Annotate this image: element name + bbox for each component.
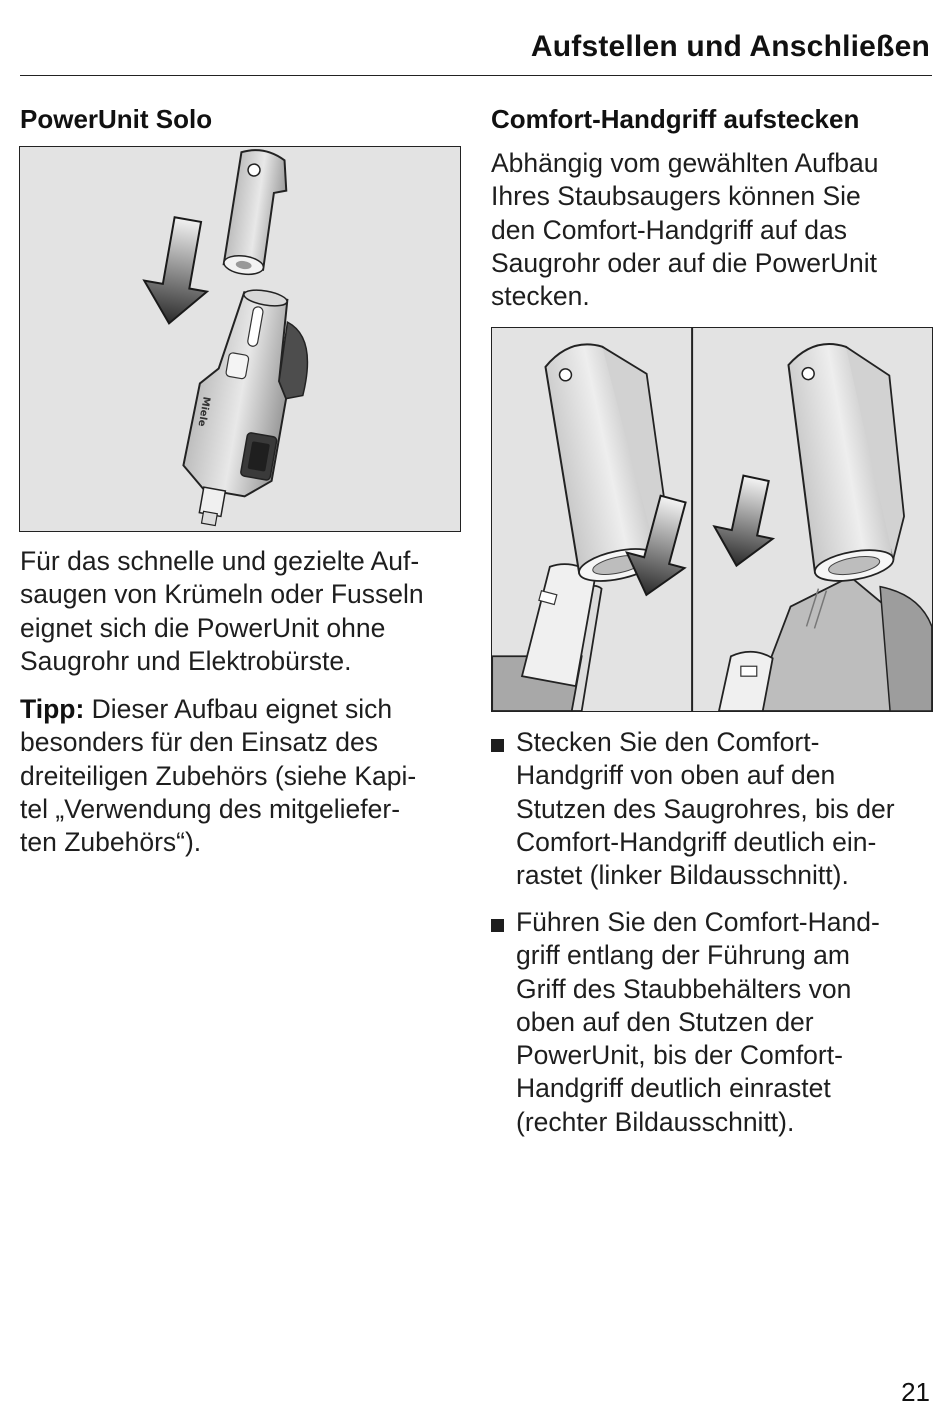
comfort-handgriff-illustration bbox=[491, 327, 933, 712]
text-line: ten Zubehörs“). bbox=[20, 827, 202, 858]
text-line: Handgriff deutlich einrastet bbox=[516, 1073, 831, 1104]
text-line: stecken. bbox=[491, 281, 590, 312]
miele-logo: Miele bbox=[195, 395, 212, 428]
text-line: PowerUnit, bis der Comfort- bbox=[516, 1040, 843, 1071]
powerunit-solo-description bbox=[20, 545, 424, 678]
text-line: dreiteiligen Zubehörs (siehe Kapi- bbox=[20, 760, 417, 791]
bullet-square-icon bbox=[491, 739, 504, 752]
section-heading-powerunit-solo: PowerUnit Solo bbox=[20, 104, 213, 134]
text-line: saugen von Krümeln oder Fusseln bbox=[20, 579, 424, 610]
text-line: Saugrohr und Elektrobürste. bbox=[20, 645, 352, 676]
text-line: oben auf den Stutzen der bbox=[516, 1006, 814, 1037]
text-line: besonders für den Einsatz des bbox=[20, 727, 378, 758]
text-line: Stutzen des Saugrohres, bis der bbox=[516, 793, 895, 824]
powerunit-solo-illustration bbox=[19, 146, 461, 532]
page-number: 21 bbox=[901, 1377, 930, 1407]
section-heading-comfort-handgriff: Comfort-Handgriff aufstecken bbox=[491, 104, 860, 134]
tip-paragraph bbox=[20, 693, 416, 859]
tip-first-line-text: Dieser Aufbau eignet sich bbox=[84, 694, 393, 724]
text-line: Ihres Staubsaugers können Sie bbox=[491, 181, 861, 212]
text-line: Comfort-Handgriff deutlich ein- bbox=[516, 826, 877, 857]
tip-label: Tipp: bbox=[20, 694, 85, 724]
text-line: den Comfort-Handgriff auf das bbox=[491, 214, 847, 245]
text-line: (rechter Bildausschnitt). bbox=[516, 1106, 795, 1137]
text-line: Saugrohr oder auf die PowerUnit bbox=[491, 247, 877, 278]
text-line: tel „Verwendung des mitgeliefer- bbox=[20, 793, 401, 824]
text-line: Griff des Staubbehälters von bbox=[516, 973, 852, 1004]
list-item-text bbox=[516, 726, 895, 892]
text-line: Handgriff von oben auf den bbox=[516, 760, 836, 791]
text-line: griff entlang der Führung am bbox=[516, 940, 850, 971]
comfort-handgriff-intro bbox=[491, 147, 879, 313]
text-line bbox=[20, 693, 416, 726]
text-line: rastet (linker Bildausschnitt). bbox=[516, 860, 849, 891]
list-item-text bbox=[516, 906, 880, 1139]
page-header-title: Aufstellen und Anschließen bbox=[530, 30, 930, 63]
header-divider bbox=[20, 75, 932, 76]
text-line: Führen Sie den Comfort-Hand- bbox=[516, 907, 880, 937]
text-line: eignet sich die PowerUnit ohne bbox=[20, 612, 386, 643]
text-line: Für das schnelle und gezielte Auf- bbox=[20, 546, 420, 576]
text-line: Abhängig vom gewählten Aufbau bbox=[491, 148, 879, 178]
text-line: Stecken Sie den Comfort- bbox=[516, 727, 820, 757]
bullet-square-icon bbox=[491, 919, 504, 932]
